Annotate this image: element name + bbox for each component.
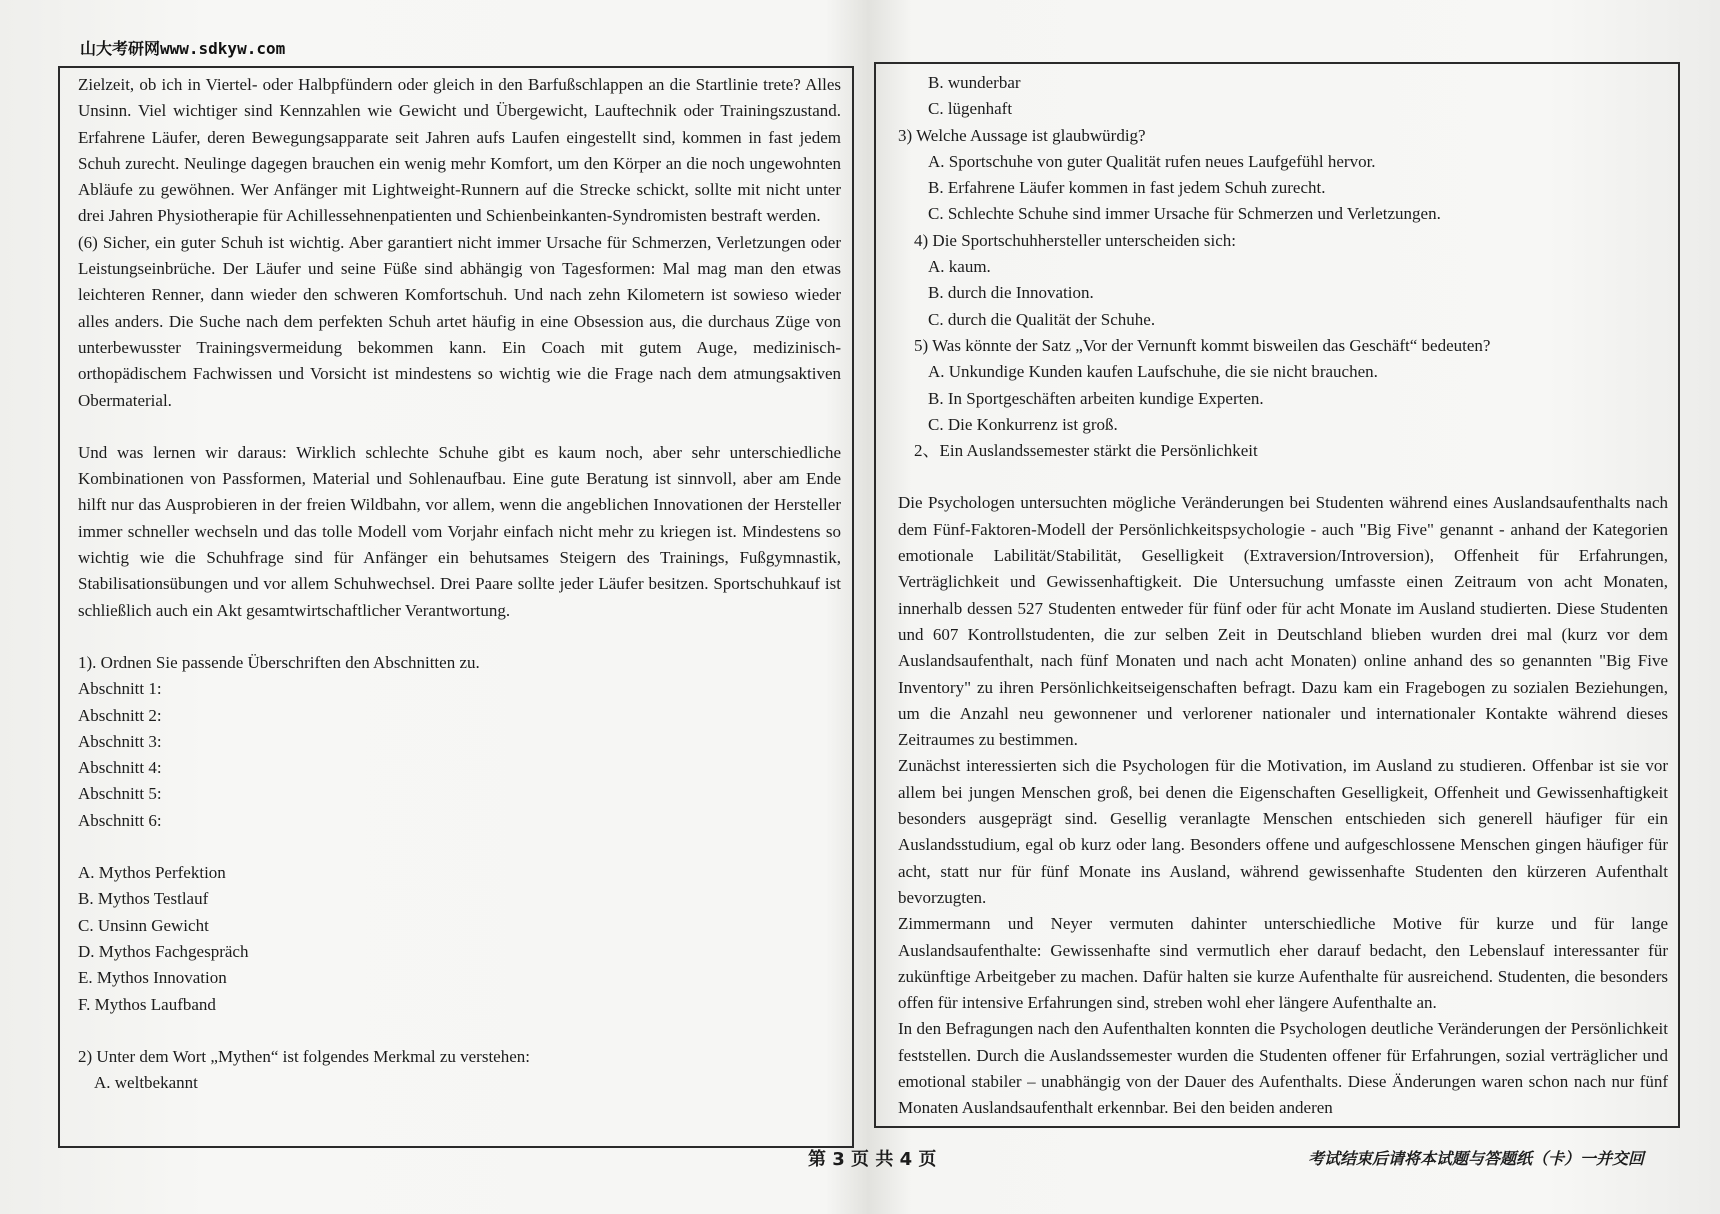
question-5-option-a: A. Unkundige Kunden kaufen Laufschuhe, die sie nicht brauchen. bbox=[928, 362, 1378, 382]
paragraph-results: In den Befragungen nach den Aufenthalten konnten die Psychologen deutliche Veränderungen der Persönlichkeit feststellen. Durch die Auslandssemester wurden die Studenten offener für Erfahrungen, sozial verträglicher und emotional stabiler – unabhängig von der Dauer des Aufenthalts. Diese Änderungen waren schon nach nur fünf Monaten Auslandsaufenthalt erkennbar. Bei den beiden anderen bbox=[898, 1019, 1668, 1118]
section-slot-3: Abschnitt 3: bbox=[78, 731, 162, 751]
exam-footer-note: 考试结束后请将本试题与答题纸（卡）一并交回 bbox=[1308, 1149, 1645, 1168]
text-2-title: 2、Ein Auslandssemester stärkt die Persönlichkeit bbox=[914, 441, 1258, 461]
question-5: 5) Was könnte der Satz „Vor der Vernunft kommt bisweilen das Geschäft“ bedeuten? bbox=[914, 335, 1491, 355]
section-slot-1: Abschnitt 1: bbox=[78, 679, 162, 699]
heading-option-d: D. Mythos Fachgespräch bbox=[78, 941, 249, 961]
paragraph-section6: (6) Sicher, ein guter Schuh ist wichtig. Aber garantiert nicht immer Ursache für Schmerzen, Verletzungen oder Leistungseinbrüche. Der Läufer und seine Füße sind abhängig von Tagesformen: Mal mag man den etwas leichteren Renner, dann wieder den schweren Komfortschuh. Und nach zehn Kilometern ist sowieso wieder alles anders. Die Suche nach dem perfekten Schuh artet häufig in eine Obsession aus, die durchaus Züge von unterbewusster Trainingsvermeidung bekommen kann. Ein Coach mit gutem Auge, medizinisch-orthopädischem Fachwissen und Vorsicht ist mindestens so wichtig wie die Frage nach dem atmungsaktiven Obermaterial. bbox=[78, 232, 841, 410]
question-4: 4) Die Sportschuhhersteller unterscheiden sich: bbox=[914, 230, 1236, 250]
question-5-option-c: C. Die Konkurrenz ist groß. bbox=[928, 414, 1118, 434]
question-4-option-a: A. kaum. bbox=[928, 257, 991, 277]
question-2: 2) Unter dem Wort „Mythen“ ist folgendes Merkmal zu verstehen: bbox=[78, 1046, 530, 1066]
question-3-option-a: A. Sportschuhe von guter Qualität rufen neues Laufgefühl hervor. bbox=[928, 151, 1376, 171]
section-slot-2: Abschnitt 2: bbox=[78, 705, 162, 725]
question-2-option-c: C. lügenhaft bbox=[928, 99, 1013, 119]
question-2-option-b: B. wunderbar bbox=[928, 73, 1021, 92]
right-column bbox=[898, 70, 1668, 1122]
section-slot-4: Abschnitt 4: bbox=[78, 758, 162, 778]
site-header: 山大考研网www.sdkyw.com bbox=[80, 39, 286, 58]
question-3-option-b: B. Erfahrene Läufer kommen in fast jedem Schuh zurecht. bbox=[928, 178, 1326, 198]
heading-option-e: E. Mythos Innovation bbox=[78, 968, 227, 988]
question-2-option-a: A. weltbekannt bbox=[94, 1073, 198, 1093]
heading-option-b: B. Mythos Testlauf bbox=[78, 889, 209, 909]
heading-option-f: F. Mythos Laufband bbox=[78, 994, 216, 1014]
paragraph-motives: Zimmermann und Neyer vermuten dahinter unterschiedliche Motive für kurze und für lange Auslandsaufenthalte: Gewissenhafte sind vermutlich eher darauf bedacht, den Lebenslauf interessanter für zukünftige Arbeitgeber zu machen. Dafür halten sie kurze Aufenthalte für ausreichend. Studenten, die besonders offen für intensive Erfahrungen sind, streben wohl eher längere Aufenthalte an. bbox=[898, 914, 1668, 1013]
paragraph-study-design: Die Psychologen untersuchten mögliche Veränderungen bei Studenten während eines Auslandsaufenthalts nach dem Fünf-Faktoren-Modell der Persönlichkeitspsychologie - auch "Big Five" genannt - anhand der Kategorien emotionale Labilität/Stabilität, Geselligkeit (Extraversion/Introversion), Offenheit für Erfahrungen, Verträglichkeit und Gewissenhaftigkeit. Die Untersuchung umfasste einen Zeitraum von acht Monaten, innerhalb dessen 527 Studenten entweder für fünf oder für acht Monate im Ausland studierten. Diese Studenten und 607 Kontrollstudenten, die zur selben Zeit in Deutschland blieben wurden drei mal (kurz vor dem Auslandsaufenthalt, nach fünf Monaten und nach acht Monaten) online anhand des so genannten "Big Five Inventory" zu ihren Persönlichkeitseigenschaften befragt. Dazu kam ein Fragebogen zu sozialen Beziehungen, um die Anzahl neu gewonnener und verlorener nationaler und internationaler Kontakte während dieses Zeitraumes zu bestimmen. bbox=[898, 493, 1668, 750]
section-slot-5: Abschnitt 5: bbox=[78, 784, 162, 804]
question-3: 3) Welche Aussage ist glaubwürdig? bbox=[898, 125, 1146, 145]
question-3-option-c: C. Schlechte Schuhe sind immer Ursache für Schmerzen und Verletzungen. bbox=[928, 204, 1441, 224]
heading-option-c: C. Unsinn Gewicht bbox=[78, 915, 209, 935]
paragraph-section5-end: Zielzeit, ob ich in Viertel- oder Halbpfündern oder gleich in den Barfußschlappen an die Startlinie trete? Alles Unsinn. Viel wichtiger sind Kennzahlen wie Gewicht und Übergewicht, Lauftechnik oder Trainingszustand. Erfahrene Läufer, deren Bewegungsapparate seit Jahren aufs Laufen eingestellt sind, kommen in fast jedem Schuh zurecht. Neulinge dagegen brauchen ein wenig mehr Komfort, um den Körper an die noch ungewohnten Abläufe zu gewöhnen. Wer Anfänger mit Lightweight-Runnern auf die Strecke schickt, sollte mit nicht unter drei Jahren Physiotherapie für Achillessehnenpatienten und Schienbeinkanten-Syndromisten bestraft werden. bbox=[78, 75, 841, 226]
question-1: 1). Ordnen Sie passende Überschriften den Abschnitten zu. bbox=[78, 652, 480, 672]
heading-option-a: A. Mythos Perfektion bbox=[78, 863, 226, 883]
question-4-option-b: B. durch die Innovation. bbox=[928, 283, 1094, 303]
page-number: 第 3 页 共 4 页 bbox=[808, 1149, 937, 1170]
paragraph-motivation: Zunächst interessierten sich die Psychologen für die Motivation, im Ausland zu studieren. Offenbar ist sie vor allem bei jungen Menschen groß, bei denen die Eigenschaften Geselligkeit, Offenheit und Gewissenhaftigkeit besonders ausgeprägt sind. Gesellig veranlagte Menschen entschieden sich generell häufiger für ein Auslandsstudium, egal ob kurz oder lang. Besonders offene und aufgeschlossene Menschen gingen häufiger für acht, statt nur für fünf Monate ins Ausland, während gewissenhafte Studenten den kürzeren Aufenthalt bevorzugten. bbox=[898, 756, 1668, 907]
question-5-option-b: B. In Sportgeschäften arbeiten kundige Experten. bbox=[928, 388, 1264, 408]
left-column bbox=[78, 72, 841, 1096]
section-slot-6: Abschnitt 6: bbox=[78, 810, 162, 830]
question-4-option-c: C. durch die Qualität der Schuhe. bbox=[928, 309, 1156, 329]
paragraph-conclusion: Und was lernen wir daraus: Wirklich schlechte Schuhe gibt es kaum noch, aber sehr unterschiedliche Kombinationen von Passformen, Material und Sohlenaufbau. Eine gute Beratung ist sinnvoll, aber am Ende hilft nur das Ausprobieren in der freien Wildbahn, vor allem, wenn die angeblichen Innovationen der Hersteller immer schneller wechseln und das tolle Modell vom Vorjahr einfach nicht mehr zu kriegen ist. Mindestens so wichtig wie die Schuhfrage sind für Anfänger ein behutsames Steigern des Trainings, Fußgymnastik, Stabilisationsübungen und vor allem Schuhwechsel. Drei Paare sollte jeder Läufer besitzen. Sportschuhkauf ist schließlich auch ein Akt gesamtwirtschaftlicher Verantwortung. bbox=[78, 442, 841, 620]
